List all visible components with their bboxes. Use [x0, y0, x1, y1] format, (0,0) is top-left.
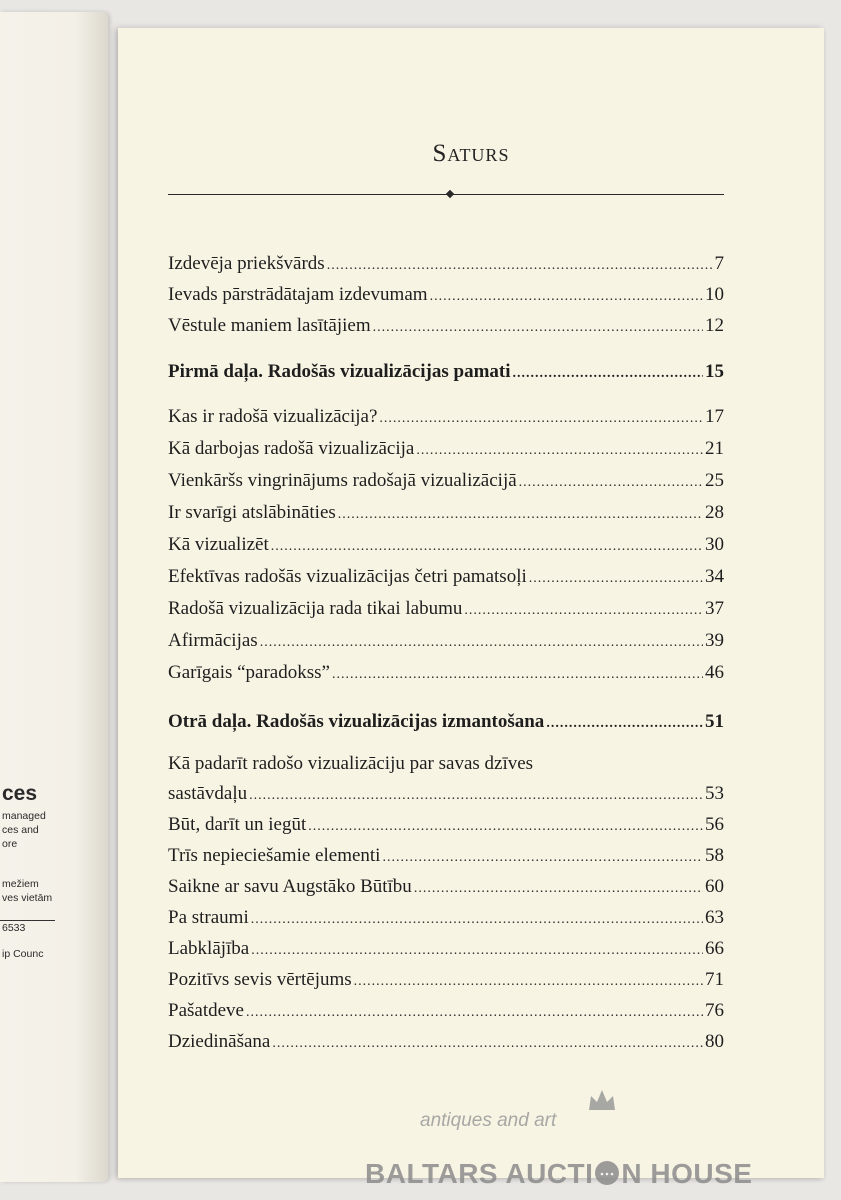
left-page-line: 6533 — [2, 922, 26, 934]
divider-ornament-icon — [446, 190, 454, 198]
toc-entry-page: 80 — [705, 1031, 724, 1052]
leader-dots — [260, 635, 703, 651]
watermark-name — [365, 1158, 752, 1190]
toc-entry-page: 66 — [705, 938, 724, 959]
leader-dots — [373, 320, 703, 336]
leader-dots — [272, 1036, 703, 1052]
toc-entry-label: Būt, darīt un iegūt — [168, 814, 307, 835]
toc-entry-page: 28 — [705, 502, 724, 523]
toc-entry — [168, 969, 724, 999]
toc-entry-page: 60 — [705, 876, 724, 897]
toc-entry-label: Afirmācijas — [168, 630, 258, 651]
toc-entry-page: 76 — [705, 1000, 724, 1021]
toc-part-heading — [168, 361, 724, 391]
leader-dots — [338, 507, 703, 523]
toc-entry-label: Vienkāršs vingrinājums radošajā vizualizācijā — [168, 470, 517, 491]
leader-dots — [327, 258, 713, 274]
toc-entry-label: Dziedināšana — [168, 1031, 271, 1052]
leader-dots — [251, 912, 703, 928]
contents-page — [118, 28, 824, 1178]
toc-entry-page: 30 — [705, 534, 724, 555]
leader-dots — [249, 788, 703, 804]
left-page — [0, 12, 108, 1182]
leader-dots — [430, 289, 703, 305]
toc-entry-page: 17 — [705, 406, 724, 427]
toc-entry-page: 51 — [705, 711, 724, 732]
watermark-o-icon — [594, 1160, 620, 1186]
leader-dots — [382, 850, 703, 866]
toc-entry — [168, 502, 724, 532]
toc-part-heading — [168, 711, 724, 741]
toc-entry — [168, 938, 724, 968]
toc-entry-label: Garīgais “paradokss” — [168, 662, 330, 683]
toc-entry-page: 37 — [705, 598, 724, 619]
leader-dots — [519, 475, 703, 491]
toc-entry — [168, 783, 724, 813]
watermark-name-left: BALTARS AUCTI — [365, 1158, 594, 1189]
toc-entry-label: Ievads pārstrādātajam izdevumam — [168, 284, 428, 305]
toc-entry — [168, 662, 724, 692]
left-page-line: ves vietām — [2, 892, 53, 904]
toc-entry-page: 39 — [705, 630, 724, 651]
toc-entry-label: Kas ir radošā vizualizācija? — [168, 406, 378, 427]
toc-entry-page: 46 — [705, 662, 724, 683]
toc-entry-label: Kā darbojas radošā vizualizācija — [168, 438, 415, 459]
toc-entry-page: 7 — [714, 253, 724, 274]
toc-entry — [168, 470, 724, 500]
left-page-heading: ces — [2, 782, 38, 805]
toc-entry-label: Saikne ar savu Augstāko Būtību — [168, 876, 412, 897]
leader-dots — [246, 1005, 703, 1021]
toc-entry — [168, 907, 724, 937]
toc-entry — [168, 253, 724, 283]
toc-entry-label: Pašatdeve — [168, 1000, 244, 1021]
leader-dots — [332, 667, 703, 683]
toc-entry-label: sastāvdaļu — [168, 783, 248, 804]
toc-entry-page: 71 — [705, 969, 724, 990]
toc-entry-label: Otrā daļa. Radošās vizualizācijas izmantošana — [168, 711, 545, 732]
leader-dots — [464, 603, 703, 619]
leader-dots — [416, 443, 703, 459]
toc-entry-label: Pirmā daļa. Radošās vizualizācijas pamati — [168, 361, 511, 382]
toc-entry-label: Vēstule maniem lasītājiem — [168, 315, 371, 336]
toc-entry — [168, 876, 724, 906]
toc-entry-page: 53 — [705, 783, 724, 804]
toc-entry — [168, 438, 724, 468]
toc-entry-page: 15 — [705, 361, 724, 382]
leader-dots — [354, 974, 703, 990]
toc-entry-label: Efektīvas radošās vizualizācijas četri pamatsoļi — [168, 566, 527, 587]
leader-dots — [271, 539, 703, 555]
watermark-name-right: N HOUSE — [621, 1158, 753, 1189]
toc-entry-label: Labklājība — [168, 938, 250, 959]
toc-entry-label: Ir svarīgi atslābināties — [168, 502, 336, 523]
toc-entry-page: 25 — [705, 470, 724, 491]
title-divider — [168, 192, 724, 196]
page-title: Saturs — [432, 140, 510, 167]
toc-entry-page: 34 — [705, 566, 724, 587]
toc-entry-label: Radošā vizualizācija rada tikai labumu — [168, 598, 463, 619]
leader-dots — [513, 366, 703, 382]
left-page-line: ces and — [2, 824, 39, 836]
toc-entry — [168, 1000, 724, 1030]
toc-entry-page: 58 — [705, 845, 724, 866]
toc-entry — [168, 534, 724, 564]
left-page-line: ip Counc — [2, 948, 44, 960]
toc-entry-page: 21 — [705, 438, 724, 459]
leader-dots — [414, 881, 703, 897]
toc-entry-label: Pozitīvs sevis vērtējums — [168, 969, 352, 990]
left-page-line: ore — [2, 838, 18, 850]
watermark-tagline: antiques and art — [420, 1110, 557, 1131]
toc-entry — [168, 814, 724, 844]
left-page-line: managed — [2, 810, 46, 822]
toc-entry-page: 56 — [705, 814, 724, 835]
toc-entry-page: 10 — [705, 284, 724, 305]
toc-entry — [168, 598, 724, 628]
toc-entry — [168, 566, 724, 596]
left-page-line: mežiem — [2, 878, 39, 890]
toc-entry — [168, 1031, 724, 1061]
leader-dots — [379, 411, 703, 427]
toc-entry — [168, 406, 724, 436]
toc-entry-label: Kā padarīt radošo vizualizāciju par savas dzīves — [168, 753, 534, 774]
leader-dots — [546, 716, 703, 732]
toc-entry — [168, 315, 724, 345]
toc-entry-page: 63 — [705, 907, 724, 928]
leader-dots — [251, 943, 703, 959]
toc-entry — [168, 845, 724, 875]
toc-entry — [168, 284, 724, 314]
left-page-rule — [0, 920, 55, 921]
toc-entry — [168, 630, 724, 660]
toc-entry-label: Trīs nepieciešamie elementi — [168, 845, 381, 866]
leader-dots — [308, 819, 703, 835]
toc-entry-label: Kā vizualizēt — [168, 534, 269, 555]
leader-dots — [529, 571, 703, 587]
toc-entry-label: Izdevēja priekšvārds — [168, 253, 325, 274]
crown-icon — [587, 1088, 617, 1112]
toc-entry-label: Pa straumi — [168, 907, 249, 928]
toc-entry-page: 12 — [705, 315, 724, 336]
